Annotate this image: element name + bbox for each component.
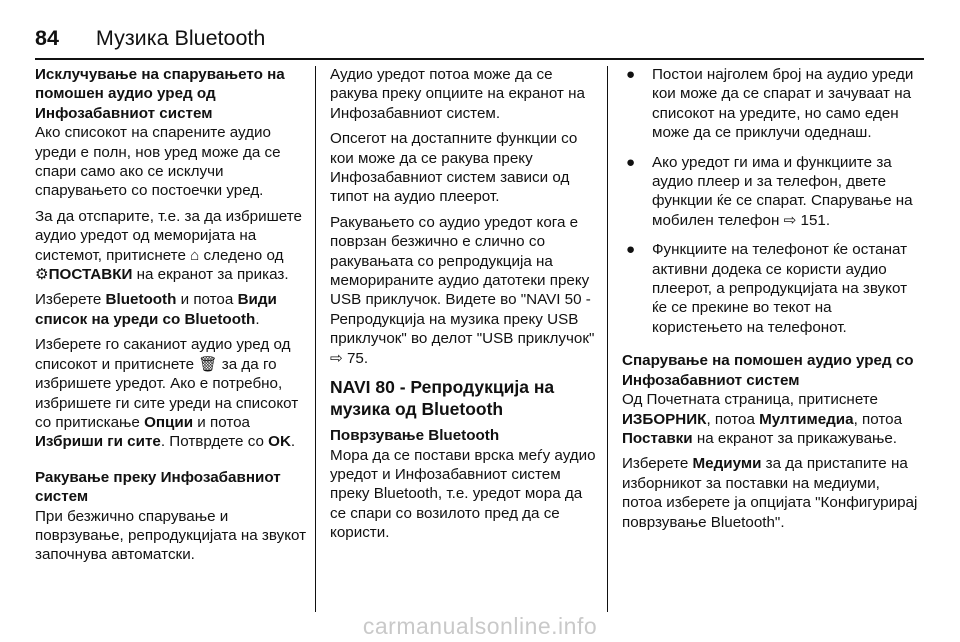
subheading-bluetooth-connection: Поврзување Bluetooth: [330, 427, 500, 445]
section-heading-unpair: Исклучување на спарувањето на помошен аудио уред од Инфозабавниот систем: [35, 66, 285, 122]
bullet-icon: ●: [626, 66, 636, 83]
bullet-icon: ●: [626, 241, 636, 259]
watermark: carmanualsonline.info: [362, 613, 598, 639]
list-item: ● Ако уредот ги има и функциите за аудио плеер и за телефон, двете функции ќе се спарат. Спарување на мобилен телефон ⇨ 151.: [626, 153, 913, 229]
section-heading-operation: Ракување преку Инфозабавниот систем: [35, 468, 281, 506]
section-heading-navi80: NAVI 80 - Репродукција на музика од Bluetooth: [330, 377, 555, 420]
paragraph-function-range: Опсегот на достапните функции со кои може да се ракува преку Инфозабавниот систем зависи од типот на аудио плеерот.: [330, 130, 578, 206]
column-divider-2: [607, 66, 608, 612]
page-reference-arrow-icon: ⇨: [783, 211, 797, 229]
section-heading-pair-aux: Спарување на помошен аудио уред со Инфозабавниот систем: [622, 352, 914, 389]
paragraph-list-full: Ако списокот на спарените аудио уреди е полн, нов уред може да се спари само ако се исклучи спарувањето со постоечки уред.: [35, 124, 281, 200]
column-2: [330, 65, 602, 549]
column-1: [35, 65, 307, 571]
page-header: [35, 26, 265, 51]
page-title: Музика Bluetooth: [95, 26, 266, 50]
column-divider-1: [315, 66, 316, 612]
list-item: ● Постои најголем број на аудио уреди кои може да се спарат и зачуваат на списокот на уредите, но само еден може да се приклучи одеднаш.: [626, 66, 914, 142]
bullet-list: [622, 65, 922, 337]
paragraph-wireless-operation: Ракувањето со аудио уредот кога е поврзан безжично е слично со ракувањата со репродукција на меморираните аудио датотеки преку USB приклучок. Видете во "NAVI 50 - Репродукција на музика преку USB приклучок" во делот "USB приклучок" ⇨ 75.: [330, 213, 595, 367]
page-number: 84: [35, 26, 59, 50]
gear-icon: ⚙: [35, 266, 49, 284]
home-icon: ⌂: [190, 246, 200, 264]
list-item: ● Функциите на телефонот ќе останат активни додека се користи аудио плеерот, а репродукцијата на звукот ќе се прекине во текот на користењето на телефонот.: [626, 241, 908, 336]
paragraph-auto-playback: При безжично спарување и поврзување, репродукцијата на звукот започнува автоматски.: [35, 507, 307, 564]
column-3: [622, 65, 922, 538]
trash-icon: 🗑: [198, 355, 218, 373]
header-rule: [35, 58, 924, 60]
paragraph-screen-options: Аудио уредот потоа може да се ракува преку опциите на екранот на Инфозабавниот систем.: [330, 66, 585, 122]
paragraph-delete-device: Изберете го саканиот аудио уред од списокот и притиснете 🗑 за да го избришете уредот. Ако е потребно, избришете ги сите уреди на списокот со притискање Опции и потоа Избриши ги сите. Потврдете со OK.: [35, 336, 299, 451]
page-reference-arrow-icon: ⇨: [330, 349, 343, 367]
bullet-icon: ●: [626, 153, 636, 171]
paragraph-connection-required: Мора да се постави врска меѓу аудио уредот и Инфозабавниот систем преку Bluetooth, т.е. уредот мора да се спари со возилото пред да се користи.: [330, 446, 596, 542]
paragraph-select-bluetooth: Изберете Bluetooth и потоа Види список на уреди со Bluetooth.: [35, 291, 277, 328]
paragraph-home-menu: Од Почетната страница, притиснете ИЗБОРНИК, потоа Мултимедиа, потоа Поставки на екранот за прикажување.: [622, 391, 903, 447]
paragraph-unpair-steps: За да отспарите, т.е. за да избришете аудио уредот од меморијата на системот, притиснете ⌂ следено од ⚙ПОСТАВКИ на екранот за приказ.: [35, 207, 302, 284]
paragraph-select-media: Изберете Медиуми за да пристапите на изборникот за поставки на медиуми, потоа изберете ја опцијата "Конфигурирај поврзување Bluetooth".: [622, 455, 918, 531]
